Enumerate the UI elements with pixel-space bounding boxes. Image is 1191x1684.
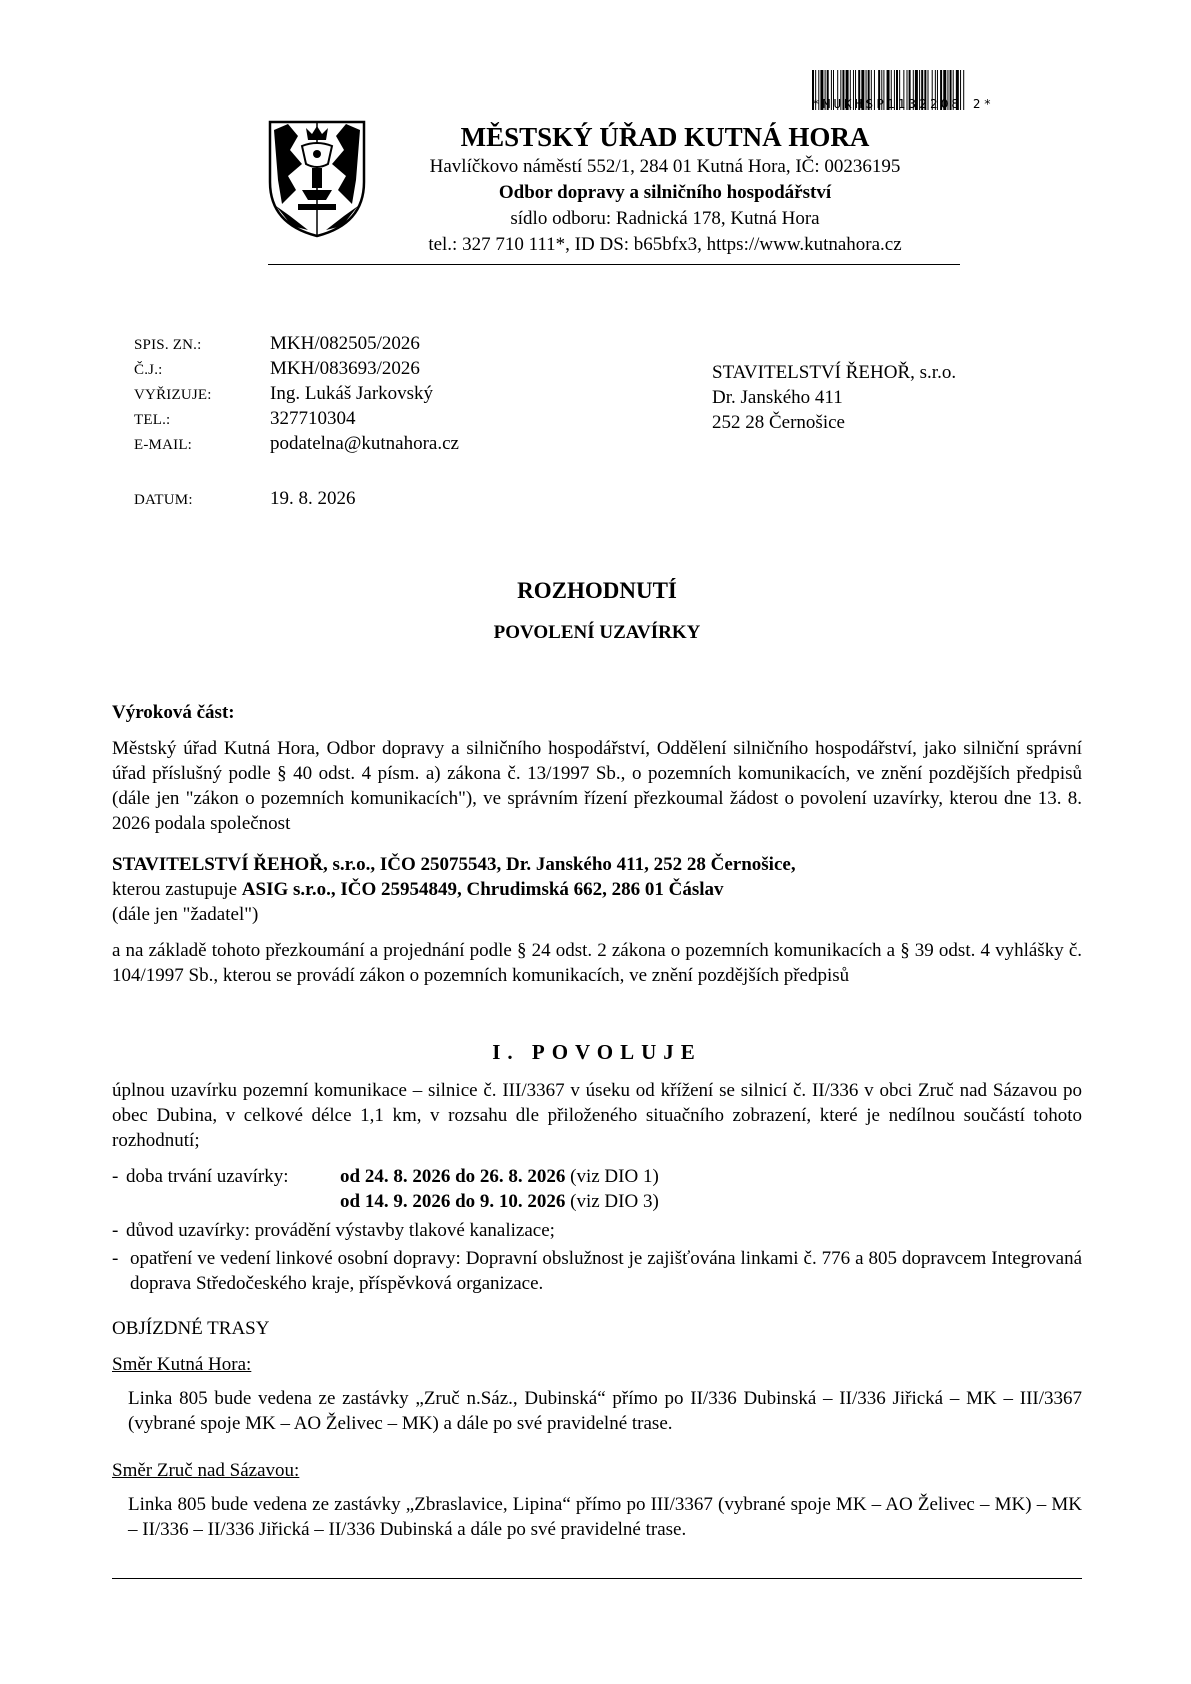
city-crest-icon bbox=[268, 120, 366, 238]
meta-label: Č.J.: bbox=[134, 362, 163, 378]
period-1: od 24. 8. 2026 do 26. 8. 2026 bbox=[340, 1166, 566, 1187]
barcode-text: *MUKHSP1132208 2* bbox=[812, 96, 995, 111]
basis-paragraph: a na základě tohoto přezkoumání a projednání podle § 24 odst. 2 zákona o pozemních komunikacích a § 39 odst. 4 vyhlášky č. 104/1997 Sb., kterou se provádí zákon o pozemních komunikacích, ve znění pozdějších předpisů bbox=[112, 940, 1082, 986]
meta-label: DATUM: bbox=[134, 492, 193, 508]
meta-label: TEL.: bbox=[134, 412, 171, 428]
department-name: Odbor dopravy a silničního hospodářství bbox=[498, 182, 832, 203]
meta-label: SPIS. ZN.: bbox=[134, 337, 202, 353]
meta-label: E-MAIL: bbox=[134, 437, 193, 453]
recipient-line: STAVITELSTVÍ ŘEHOŘ, s.r.o. bbox=[712, 362, 957, 383]
meta-row-email bbox=[134, 433, 694, 458]
organization-address: Havlíčkovo náměstí 552/1, 284 01 Kutná Hora, IČ: 00236195 bbox=[429, 156, 901, 177]
footer-divider bbox=[112, 1578, 1082, 1579]
direction-2-title: Směr Zruč nad Sázavou: bbox=[112, 1460, 300, 1481]
meta-row-spis bbox=[134, 333, 694, 358]
duration-periods: od 24. 8. 2026 do 26. 8. 2026 (viz DIO 1) od 14. 9. 2026 do 9. 10. 2026 (viz DIO 3) bbox=[340, 1166, 659, 1212]
applicant-block bbox=[112, 852, 1082, 927]
duration-item: - doba trvání uzavírky: od 24. 8. 2026 do 26. 8. 2026 (viz DIO 1) od 14. 9. 2026 do 9. 10. 2026 (viz DIO 3) bbox=[112, 1166, 659, 1212]
decision-heading: I. POVOLUJE bbox=[492, 1040, 702, 1064]
meta-row-cj bbox=[134, 358, 694, 383]
letterhead bbox=[370, 120, 960, 258]
period-2: od 14. 9. 2026 do 9. 10. 2026 bbox=[340, 1191, 566, 1212]
applicant-note: (dále jen "žadatel") bbox=[112, 904, 259, 925]
direction-2-text: Linka 805 bude vedena ze zastávky „Zbraslavice, Lipina“ přímo po III/3367 (vybrané spoje MK – AO Želivec – MK) – MK – II/336 – II/336 Jiřická – II/336 Dubinská a dále po své pravidelné trase. bbox=[128, 1494, 1082, 1540]
applicant-line: STAVITELSTVÍ ŘEHOŘ, s.r.o., IČO 25075543, Dr. Janského 411, 252 28 Černošice, bbox=[112, 854, 796, 875]
recipient-address bbox=[712, 360, 956, 435]
detours-title: OBJÍZDNÉ TRASY bbox=[112, 1318, 270, 1339]
recipient-line: Dr. Janského 411 bbox=[712, 387, 843, 408]
recipient-line: 252 28 Černošice bbox=[712, 412, 845, 433]
contact-line: tel.: 327 710 111*, ID DS: b65bfx3, https://www.kutnahora.cz bbox=[428, 234, 902, 255]
duration-label: doba trvání uzavírky: bbox=[126, 1166, 289, 1187]
meta-row-vyrizuje bbox=[134, 383, 694, 408]
meta-label: VYŘIZUJE: bbox=[134, 387, 212, 403]
meta-value: MKH/082505/2026 bbox=[270, 333, 420, 354]
intro-paragraph: Městský úřad Kutná Hora, Odbor dopravy a silničního hospodářství, Oddělení silničního hospodářství, jako silniční správní úřad příslušný podle § 40 odst. 4 písm. a) zákona č. 13/1997 Sb., o pozemních komunikacích, ve znění pozdějších předpisů (dále jen "zákon o pozemních komunikacích"), ve správním řízení přezkoumal žádost o povolení uzavírky, kterou dne 13. 8. 2026 podala společnost bbox=[112, 738, 1082, 834]
direction-1-text: Linka 805 bude vedena ze zastávky „Zruč n.Sáz., Dubinská“ přímo po II/336 Dubinská – II/336 Jiřická – MK – III/3367 (vybrané spoje MK – AO Želivec – MK) a dále po své pravidelné trase. bbox=[128, 1388, 1082, 1434]
meta-value: podatelna@kutnahora.cz bbox=[270, 433, 459, 454]
document-title: ROZHODNUTÍ bbox=[517, 578, 677, 603]
direction-1-title: Směr Kutná Hora: bbox=[112, 1354, 252, 1375]
header-divider bbox=[268, 264, 960, 265]
reason-item: - důvod uzavírky: provádění výstavby tlakové kanalizace; bbox=[112, 1220, 555, 1241]
representative-line: kterou zastupuje ASIG s.r.o., IČO 25954849, Chrudimská 662, 286 01 Čáslav bbox=[112, 879, 724, 900]
meta-value: 327710304 bbox=[270, 408, 356, 429]
transport-item: - opatření ve vedení linkové osobní dopravy: Dopravní obslužnost je zajišťována linkami č. 776 a 805 dopravcem Integrovaná doprava Středočeského kraje, příspěvková organizace. bbox=[112, 1248, 1082, 1294]
meta-row-tel bbox=[134, 408, 694, 433]
closure-paragraph: úplnou uzavírku pozemní komunikace – silnice č. III/3367 v úseku od křížení se silnicí č. II/336 v obci Zruč nad Sázavou po obec Dubina, v celkové délce 1,1 km, v rozsahu dle přiloženého situačního zobrazení, které je nedílnou součástí tohoto rozhodnutí; bbox=[112, 1080, 1082, 1151]
reference-block bbox=[134, 333, 694, 458]
meta-value: Ing. Lukáš Jarkovský bbox=[270, 383, 434, 404]
meta-value: 19. 8. 2026 bbox=[270, 488, 356, 509]
department-seat: sídlo odboru: Radnická 178, Kutná Hora bbox=[510, 208, 820, 229]
section-heading: Výroková část: bbox=[112, 702, 235, 723]
meta-value: MKH/083693/2026 bbox=[270, 358, 420, 379]
document-subtitle: POVOLENÍ UZAVÍRKY bbox=[493, 622, 701, 643]
organization-name: MĚSTSKÝ ÚŘAD KUTNÁ HORA bbox=[460, 122, 870, 152]
meta-row-datum bbox=[134, 488, 356, 510]
